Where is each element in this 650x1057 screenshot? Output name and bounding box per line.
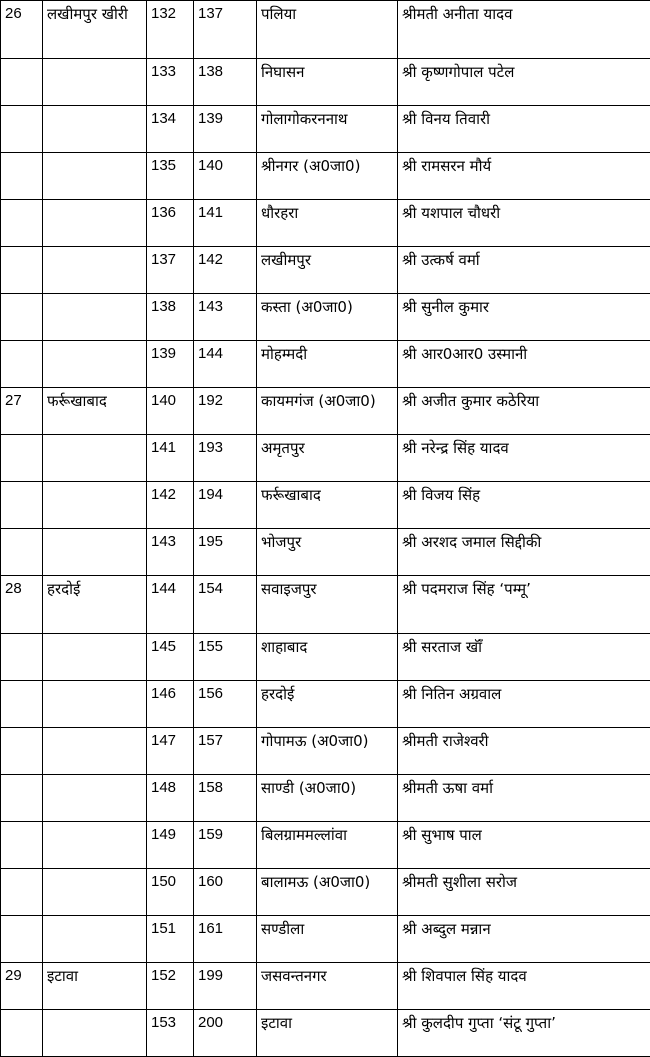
- candidate-name-cell: श्री आर0आर0 उस्मानी: [398, 341, 650, 388]
- district-cell: लखीमपुर खीरी: [43, 1, 147, 59]
- table-row: [1, 775, 650, 822]
- candidate-name-cell: श्री कुलदीप गुप्ता ‘संटू गुप्ता’: [398, 1010, 650, 1057]
- constituency-number-cell: 152: [147, 963, 194, 1010]
- table-row: [1, 576, 650, 634]
- constituency-name-cell: पलिया: [257, 1, 398, 59]
- assembly-number-cell: 141: [194, 200, 257, 247]
- constituency-number-cell: 145: [147, 634, 194, 681]
- assembly-number-cell: 200: [194, 1010, 257, 1057]
- assembly-number-cell: 140: [194, 153, 257, 200]
- serial-number-cell: [1, 728, 43, 775]
- assembly-number-cell: 193: [194, 435, 257, 482]
- district-cell: [43, 106, 147, 153]
- constituency-name-cell: इटावा: [257, 1010, 398, 1057]
- table-row: [1, 153, 650, 200]
- table-row: [1, 963, 650, 1010]
- serial-number-cell: [1, 59, 43, 106]
- constituency-name-cell: धौरहरा: [257, 200, 398, 247]
- constituency-number-cell: 135: [147, 153, 194, 200]
- constituency-name-cell: बिलग्राममल्लांवा: [257, 822, 398, 869]
- candidate-name-cell: श्रीमती अनीता यादव: [398, 1, 650, 59]
- candidate-name-cell: श्री अब्दुल मन्नान: [398, 916, 650, 963]
- constituency-number-cell: 139: [147, 341, 194, 388]
- district-cell: [43, 200, 147, 247]
- district-cell: [43, 153, 147, 200]
- candidate-name-cell: श्री उत्कर्ष वर्मा: [398, 247, 650, 294]
- table-row: [1, 106, 650, 153]
- constituency-name-cell: गोपामऊ (अ0जा0): [257, 728, 398, 775]
- constituency-number-cell: 149: [147, 822, 194, 869]
- constituency-name-cell: फर्रूखाबाद: [257, 482, 398, 529]
- assembly-number-cell: 158: [194, 775, 257, 822]
- serial-number-cell: [1, 247, 43, 294]
- district-cell: [43, 341, 147, 388]
- serial-number-cell: [1, 775, 43, 822]
- district-cell: [43, 822, 147, 869]
- district-cell: [43, 1010, 147, 1057]
- candidate-name-cell: श्री रामसरन मौर्य: [398, 153, 650, 200]
- constituency-number-cell: 140: [147, 388, 194, 435]
- district-cell: [43, 247, 147, 294]
- assembly-number-cell: 160: [194, 869, 257, 916]
- candidate-name-cell: श्री पदमराज सिंह ‘पम्मू’: [398, 576, 650, 634]
- assembly-number-cell: 138: [194, 59, 257, 106]
- constituency-number-cell: 146: [147, 681, 194, 728]
- assembly-number-cell: 143: [194, 294, 257, 341]
- serial-number-cell: 26: [1, 1, 43, 59]
- candidate-name-cell: श्री विनय तिवारी: [398, 106, 650, 153]
- table-row: [1, 529, 650, 576]
- constituency-number-cell: 144: [147, 576, 194, 634]
- serial-number-cell: [1, 106, 43, 153]
- district-cell: [43, 482, 147, 529]
- table-row: [1, 1010, 650, 1057]
- district-cell: [43, 634, 147, 681]
- constituency-number-cell: 150: [147, 869, 194, 916]
- table-row: [1, 59, 650, 106]
- district-cell: [43, 59, 147, 106]
- candidate-name-cell: श्री अरशद जमाल सिद्दीकी: [398, 529, 650, 576]
- serial-number-cell: [1, 1010, 43, 1057]
- table-row: [1, 822, 650, 869]
- table-row: [1, 681, 650, 728]
- table-row: [1, 482, 650, 529]
- constituency-name-cell: साण्डी (अ0जा0): [257, 775, 398, 822]
- assembly-number-cell: 157: [194, 728, 257, 775]
- candidate-name-cell: श्री अजीत कुमार कठेरिया: [398, 388, 650, 435]
- constituency-name-cell: निघासन: [257, 59, 398, 106]
- assembly-number-cell: 155: [194, 634, 257, 681]
- district-cell: इटावा: [43, 963, 147, 1010]
- assembly-number-cell: 192: [194, 388, 257, 435]
- assembly-number-cell: 195: [194, 529, 257, 576]
- assembly-number-cell: 139: [194, 106, 257, 153]
- table-row: [1, 916, 650, 963]
- constituency-number-cell: 136: [147, 200, 194, 247]
- district-cell: [43, 728, 147, 775]
- serial-number-cell: [1, 681, 43, 728]
- assembly-number-cell: 194: [194, 482, 257, 529]
- constituency-name-cell: अमृतपुर: [257, 435, 398, 482]
- table-row: [1, 294, 650, 341]
- candidate-name-cell: श्री शिवपाल सिंह यादव: [398, 963, 650, 1010]
- table-row: [1, 388, 650, 435]
- district-cell: हरदोई: [43, 576, 147, 634]
- constituency-name-cell: हरदोई: [257, 681, 398, 728]
- district-cell: [43, 681, 147, 728]
- candidate-name-cell: श्री नरेन्द्र सिंह यादव: [398, 435, 650, 482]
- constituency-name-cell: गोलागोकरननाथ: [257, 106, 398, 153]
- candidate-name-cell: श्री सुनील कुमार: [398, 294, 650, 341]
- constituency-number-cell: 134: [147, 106, 194, 153]
- constituency-number-cell: 141: [147, 435, 194, 482]
- constituency-number-cell: 153: [147, 1010, 194, 1057]
- constituency-name-cell: मोहम्मदी: [257, 341, 398, 388]
- candidates-table-body: [1, 1, 650, 1057]
- constituency-name-cell: श्रीनगर (अ0जा0): [257, 153, 398, 200]
- table-row: [1, 200, 650, 247]
- serial-number-cell: 28: [1, 576, 43, 634]
- constituency-name-cell: कस्ता (अ0जा0): [257, 294, 398, 341]
- district-cell: फर्रूखाबाद: [43, 388, 147, 435]
- district-cell: [43, 916, 147, 963]
- constituency-name-cell: कायमगंज (अ0जा0): [257, 388, 398, 435]
- serial-number-cell: [1, 869, 43, 916]
- candidate-name-cell: श्री विजय सिंह: [398, 482, 650, 529]
- candidate-name-cell: श्रीमती सुशीला सरोज: [398, 869, 650, 916]
- assembly-number-cell: 199: [194, 963, 257, 1010]
- serial-number-cell: 29: [1, 963, 43, 1010]
- constituency-name-cell: लखीमपुर: [257, 247, 398, 294]
- serial-number-cell: [1, 341, 43, 388]
- table-row: [1, 634, 650, 681]
- assembly-number-cell: 144: [194, 341, 257, 388]
- serial-number-cell: [1, 200, 43, 247]
- table-row: [1, 728, 650, 775]
- district-cell: [43, 869, 147, 916]
- serial-number-cell: 27: [1, 388, 43, 435]
- assembly-number-cell: 142: [194, 247, 257, 294]
- constituency-number-cell: 148: [147, 775, 194, 822]
- table-row: [1, 247, 650, 294]
- serial-number-cell: [1, 153, 43, 200]
- table-row: [1, 1, 650, 59]
- table-row: [1, 435, 650, 482]
- assembly-number-cell: 159: [194, 822, 257, 869]
- serial-number-cell: [1, 916, 43, 963]
- candidate-name-cell: श्री कृष्णगोपाल पटेल: [398, 59, 650, 106]
- candidate-name-cell: श्री नितिन अग्रवाल: [398, 681, 650, 728]
- serial-number-cell: [1, 822, 43, 869]
- serial-number-cell: [1, 634, 43, 681]
- constituency-number-cell: 133: [147, 59, 194, 106]
- constituency-name-cell: सवाइजपुर: [257, 576, 398, 634]
- candidate-name-cell: श्री यशपाल चौधरी: [398, 200, 650, 247]
- assembly-number-cell: 161: [194, 916, 257, 963]
- assembly-number-cell: 154: [194, 576, 257, 634]
- assembly-number-cell: 137: [194, 1, 257, 59]
- candidate-name-cell: श्री सरताज खॉँ: [398, 634, 650, 681]
- constituency-number-cell: 143: [147, 529, 194, 576]
- district-cell: [43, 529, 147, 576]
- district-cell: [43, 435, 147, 482]
- table-row: [1, 341, 650, 388]
- candidate-name-cell: श्रीमती राजेश्वरी: [398, 728, 650, 775]
- constituency-number-cell: 138: [147, 294, 194, 341]
- constituency-name-cell: जसवन्तनगर: [257, 963, 398, 1010]
- constituency-name-cell: बालामऊ (अ0जा0): [257, 869, 398, 916]
- constituency-number-cell: 132: [147, 1, 194, 59]
- constituency-name-cell: शाहाबाद: [257, 634, 398, 681]
- constituency-number-cell: 142: [147, 482, 194, 529]
- table-row: [1, 869, 650, 916]
- constituency-number-cell: 151: [147, 916, 194, 963]
- candidate-name-cell: श्री सुभाष पाल: [398, 822, 650, 869]
- serial-number-cell: [1, 482, 43, 529]
- candidate-name-cell: श्रीमती ऊषा वर्मा: [398, 775, 650, 822]
- constituency-number-cell: 137: [147, 247, 194, 294]
- constituency-number-cell: 147: [147, 728, 194, 775]
- serial-number-cell: [1, 435, 43, 482]
- district-cell: [43, 775, 147, 822]
- serial-number-cell: [1, 529, 43, 576]
- constituency-name-cell: सण्डीला: [257, 916, 398, 963]
- constituency-name-cell: भोजपुर: [257, 529, 398, 576]
- serial-number-cell: [1, 294, 43, 341]
- district-cell: [43, 294, 147, 341]
- assembly-number-cell: 156: [194, 681, 257, 728]
